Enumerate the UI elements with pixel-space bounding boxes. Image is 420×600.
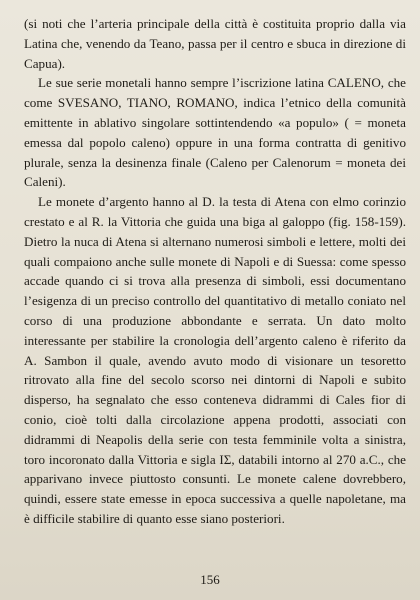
paragraph-3: Le monete d’argento hanno al D. la testa di Atena con elmo corinzio crestato e al R. la Vittoria che guida una biga al galoppo (fig. 158-159). Dietro la nuca di Atena si alternano numerosi simboli e lettere, molti dei quali compaiono anche sulle monete di Napoli e di Suessa: come spesso accade quando ci si trova alla presenza di simboli, essi documentano l’esigenza di un preciso controllo del quantitativo di metallo coniato nel corso di una produzione abbondante e serrata. Un dato molto interessante per stabilire la cronologia dell’argento caleno è riferito da A. Sambon il quale, avendo avuto modo di visionare un tesoretto ritrovato alla fine del secolo scorso nei dintorni di Napoli e subito disperso, ha segnalato che esso conteneva didrammi di Cales fior di conio, cioè tolti dalla circolazione appena prodotti, associati con didrammi di Neapolis della serie con testa femminile volta a sinistra, toro incoronato dalla Vittoria e sigla ΙΣ, databili intorno al 270 a.C., che apparivano invece piuttosto consunti. Le monete calene dovrebbero, quindi, essere state emesse in epoca successiva a quelle napoletane, ma è difficile stabilire di quanto esse siano posteriori. xyxy=(24,194,406,526)
paragraph-2: Le sue serie monetali hanno sempre l’iscrizione latina CALENO, che come SVESANO, TIANO, ROMANO, indica l’etnico della comunità emittente in ablativo singolare sottintendendo «a populo» ( = moneta emessa dal popolo caleno) oppure in una forma contratta di genitivo plurale, senza la desinenza finale (Caleno per Calenorum = moneta dei Caleni). xyxy=(24,75,406,190)
body-text xyxy=(24,14,406,529)
page-number: 156 xyxy=(200,572,220,587)
paragraph-1: (si noti che l’arteria principale della città è costituita proprio dalla via Latina che, venendo da Teano, passa per il centro e sbuca in direzione di Capua). xyxy=(24,16,406,71)
